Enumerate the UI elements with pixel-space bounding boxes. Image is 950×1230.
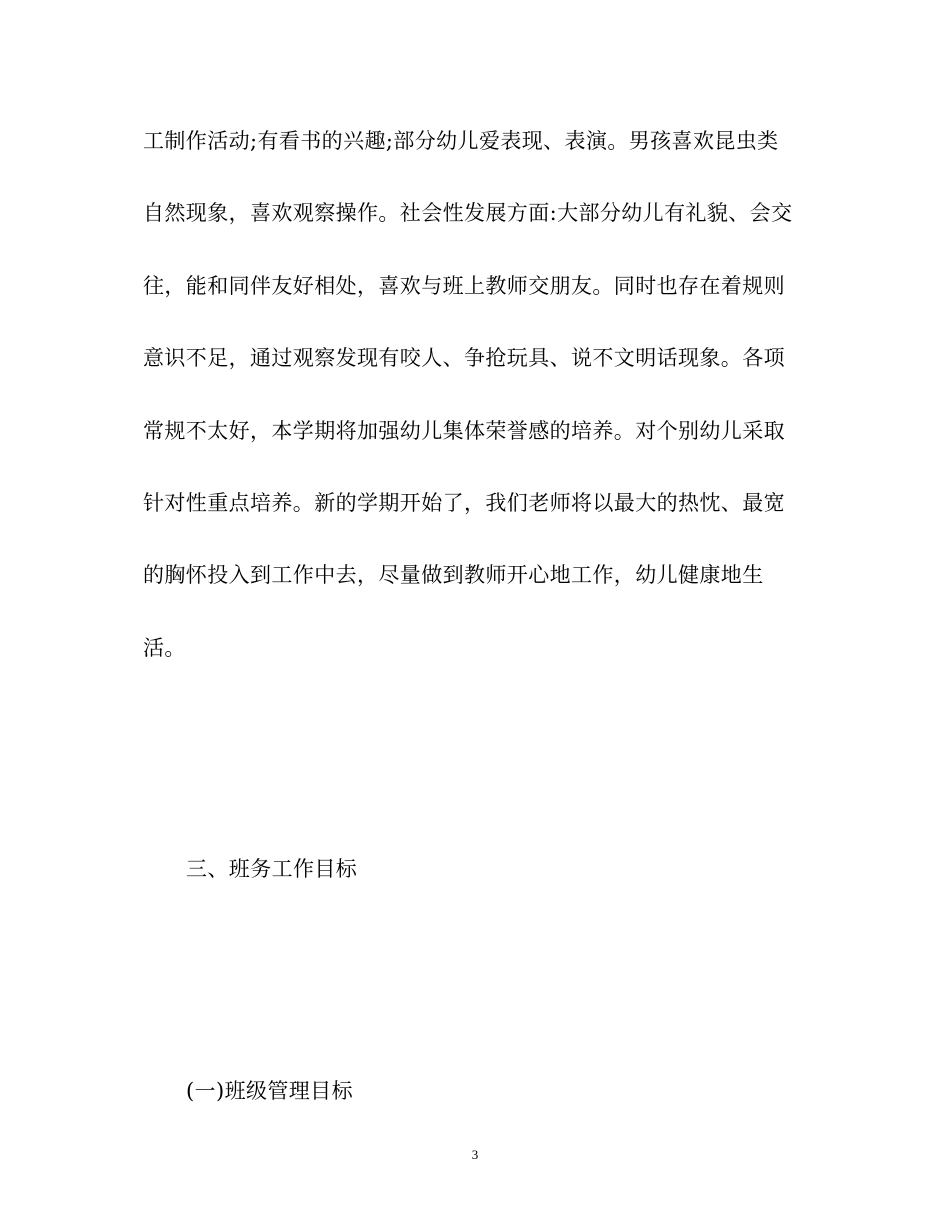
body-paragraph (143, 121, 813, 700)
paragraph-line: 针对性重点培养。新的学期开始了，我们老师将以最大的热忱、最宽 (143, 490, 785, 515)
paragraph-line: 常规不太好，本学期将加强幼儿集体荣誉感的培养。对个别幼儿采取 (143, 418, 785, 443)
paragraph-line: 工制作活动;有看书的兴趣;部分幼儿爱表现、表演。男孩喜欢昆虫类 (143, 129, 779, 153)
subsection-heading: (一)班级管理目标 (186, 1079, 353, 1103)
page-number: 3 (471, 1147, 479, 1162)
paragraph-line: 的胸怀投入到工作中去，尽量做到教师开心地工作，幼儿健康地生 (143, 563, 764, 588)
section-heading: 三、班务工作目标 (186, 857, 358, 881)
paragraph-line: 活。 (143, 635, 186, 660)
paragraph-line: 自然现象，喜欢观察操作。社会性发展方面:大部分幼儿有礼貌、会交 (143, 201, 793, 226)
paragraph-line: 往，能和同伴友好相处，喜欢与班上教师交朋友。同时也存在着规则 (143, 273, 785, 298)
paragraph-line: 意识不足，通过观察发现有咬人、争抢玩具、说不文明话现象。各项 (143, 346, 785, 371)
